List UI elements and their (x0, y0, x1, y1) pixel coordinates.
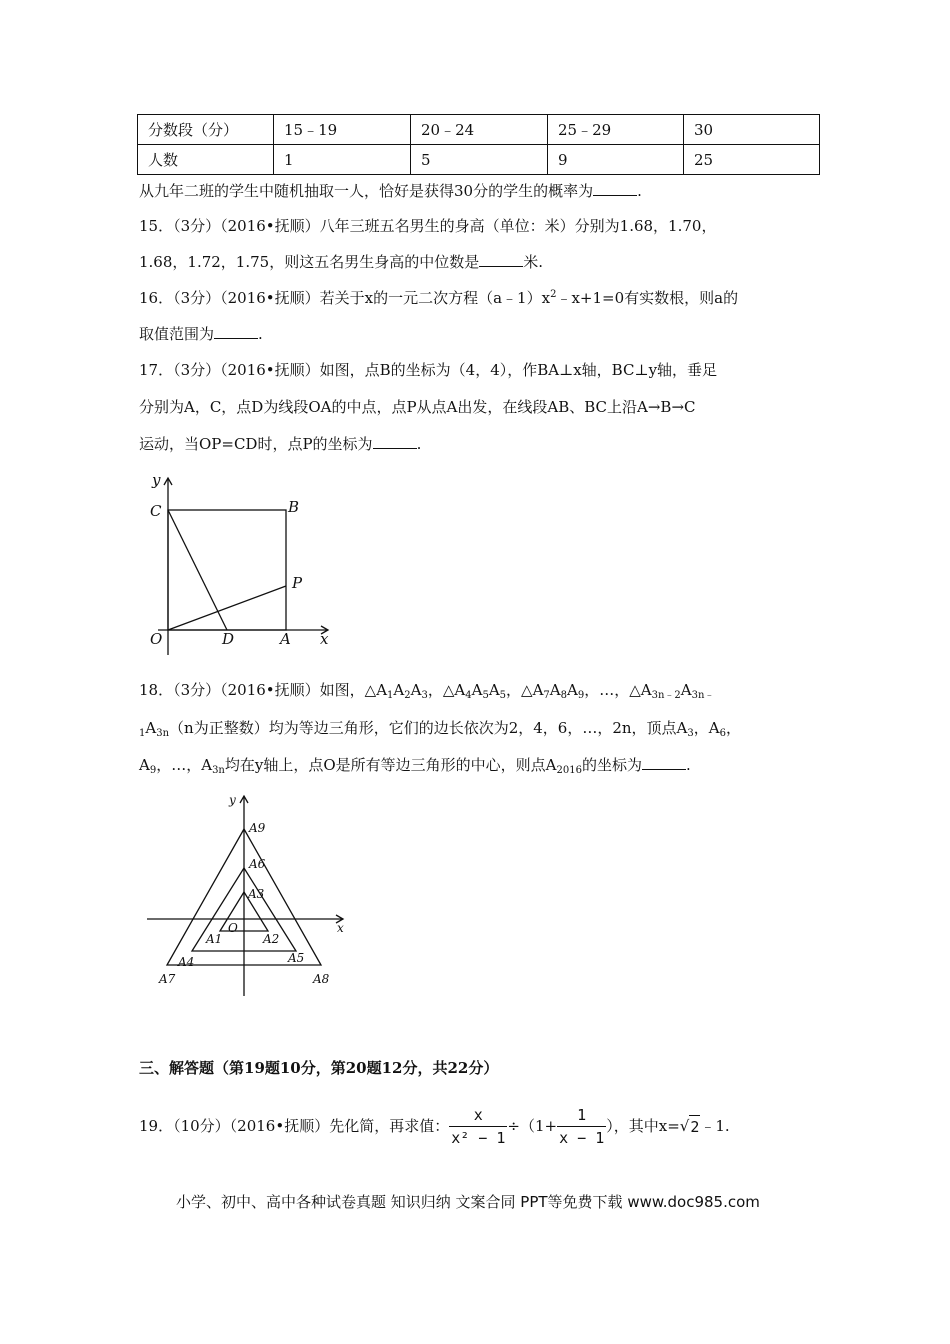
label-y: y (229, 793, 236, 807)
footer-text: 小学、初中、高中各种试卷真题 知识归纳 文案合同 PPT等免费下载 www.doc985.com (176, 1193, 760, 1211)
text: . (416, 435, 422, 453)
label-a1: A1 (206, 932, 223, 946)
subscript: 4 (465, 690, 472, 701)
subscript: 9 (577, 690, 585, 701)
text: A (139, 756, 150, 774)
text: 从九年二班的学生中随机抽取一人，恰好是获得30分的学生的概率为 (139, 182, 594, 200)
subscript: 3n﹣ (691, 690, 715, 701)
label-x: x (320, 630, 329, 648)
answer-blank (642, 755, 686, 770)
question-14-tail (139, 180, 642, 202)
subscript: 2016 (556, 765, 582, 776)
question-18-line-3 (139, 754, 691, 776)
label-o: O (150, 630, 163, 648)
text: A (393, 681, 405, 699)
label-b: B (288, 498, 300, 516)
text: 19．（10分）（2016•抚顺）先化简，再求值： (139, 1117, 450, 1135)
text: ，A (693, 719, 720, 737)
label-a4: A4 (178, 955, 195, 969)
text: ，…，A (156, 756, 213, 774)
text: 16．（3分）（2016•抚顺）若关于x的一元二次方程（a﹣1）x (139, 289, 551, 307)
table-row (138, 145, 820, 175)
label-a8: A8 (313, 972, 330, 986)
label-d: D (222, 630, 235, 648)
superscript: 2 (550, 289, 557, 300)
text: . (637, 182, 642, 200)
text: 1.68，1.72，1.75，则这五名男生身高的中位数是 (139, 253, 480, 271)
text: ÷（1+ (507, 1117, 558, 1135)
question-17-line-1: 17．（3分）（2016•抚顺）如图，点B的坐标为（4，4），作BA⊥x轴，BC⊥y轴，垂足 (139, 361, 718, 379)
subscript: 5 (499, 690, 507, 701)
text: A (488, 681, 500, 699)
denominator: x² − 1 (451, 1128, 506, 1147)
answer-blank (373, 434, 417, 449)
numerator: 1 (557, 1104, 606, 1127)
table-cell: 1 (274, 145, 411, 175)
subscript: 3n (156, 728, 170, 739)
table-cell: 20﹣24 (411, 115, 548, 145)
label-a9: A9 (249, 821, 266, 835)
subscript: 3 (687, 728, 694, 739)
text: 18．（3分）（2016•抚顺）如图，△A (139, 681, 388, 699)
answer-blank (479, 252, 523, 267)
text: 的坐标为 (581, 756, 642, 774)
label-a5: A5 (288, 951, 305, 965)
table-cell: 人数 (138, 145, 274, 175)
subscript: 1 (387, 690, 394, 701)
text: 运动，当OP=CD时，点P的坐标为 (139, 435, 373, 453)
answer-blank (593, 181, 637, 196)
question-16-line-2 (139, 323, 263, 345)
subscript: 3n (212, 765, 225, 776)
fraction-1-over-x-minus-1 (557, 1104, 606, 1149)
subscript: 1 (139, 728, 146, 739)
subscript: 5 (482, 690, 489, 701)
table-row (138, 115, 820, 145)
label-y: y (152, 471, 161, 489)
table-cell: 5 (411, 145, 548, 175)
text: 米. (523, 253, 543, 271)
table-cell: 9 (548, 145, 684, 175)
text: . (258, 325, 263, 343)
label-a3: A3 (248, 887, 265, 901)
answer-blank (214, 324, 258, 339)
segment-op (168, 586, 286, 630)
subscript: 3n﹣2 (651, 690, 681, 701)
question-18-line-1 (139, 679, 714, 701)
subscript: 2 (404, 690, 411, 701)
label-p: P (292, 574, 303, 592)
question-17-line-3 (139, 433, 421, 455)
text: ﹣x+1=0有实数根，则a的 (556, 289, 739, 307)
question-18-line-2 (139, 717, 741, 739)
label-a7: A7 (159, 972, 176, 986)
text: . (685, 756, 691, 774)
subscript: 3 (421, 690, 428, 701)
text: ﹣1. (700, 1117, 730, 1135)
text: （n为正整数）均为等边三角形，它们的边长依次为2，4，6，…，2n，顶点A (169, 719, 688, 737)
table-cell: 15﹣19 (274, 115, 411, 145)
text: 均在y轴上，点O是所有等边三角形的中心，则点A (224, 756, 557, 774)
question-15-line-2 (139, 251, 543, 273)
text: ，△A (506, 681, 544, 699)
fraction-x-over-x2-minus-1 (449, 1104, 507, 1149)
subscript: 8 (560, 690, 567, 701)
square-coordinate-figure (140, 470, 340, 660)
text: ， (725, 719, 741, 737)
question-17-line-2: 分别为A，C，点D为线段OA的中点，点P从点A出发，在线段AB、BC上沿A→B→C (139, 398, 696, 416)
numerator: x (449, 1104, 507, 1127)
table-cell: 25 (684, 145, 820, 175)
label-a6: A6 (249, 857, 266, 871)
segment-cd (168, 510, 227, 630)
denominator: x − 1 (559, 1128, 605, 1147)
label-a: A (280, 630, 291, 648)
question-19 (139, 1102, 730, 1150)
sqrt-radicand: 2 (689, 1115, 700, 1138)
question-16-line-1 (139, 287, 738, 309)
subscript: 9 (149, 765, 157, 776)
label-x: x (337, 921, 344, 935)
table-cell: 25﹣29 (548, 115, 684, 145)
text: A (471, 681, 483, 699)
question-15-line-1: 15．（3分）（2016•抚顺）八年三班五名男生的身高（单位：米）分别为1.68，1.70， (139, 217, 717, 235)
table-cell: 分数段（分） (138, 115, 274, 145)
score-table (137, 114, 820, 175)
text: A (680, 681, 692, 699)
label-c: C (150, 502, 162, 520)
text: ，…，△A (584, 681, 652, 699)
text: A (549, 681, 561, 699)
subscript: 6 (719, 728, 726, 739)
text: A (410, 681, 422, 699)
section-title: 三、解答题（第19题10分，第20题12分，共22分） (139, 1059, 499, 1077)
text: ），其中x= (606, 1117, 680, 1135)
triangles-figure (145, 790, 355, 1000)
text: ，△A (427, 681, 466, 699)
text: 取值范围为 (139, 325, 215, 343)
sqrt-sign: √ (679, 1117, 690, 1135)
subscript: 7 (543, 690, 550, 701)
text: A (567, 681, 578, 699)
label-a2: A2 (263, 932, 280, 946)
label-o: O (228, 921, 238, 935)
text: A (145, 719, 157, 737)
table-cell: 30 (684, 115, 820, 145)
square-oabc (168, 510, 286, 630)
